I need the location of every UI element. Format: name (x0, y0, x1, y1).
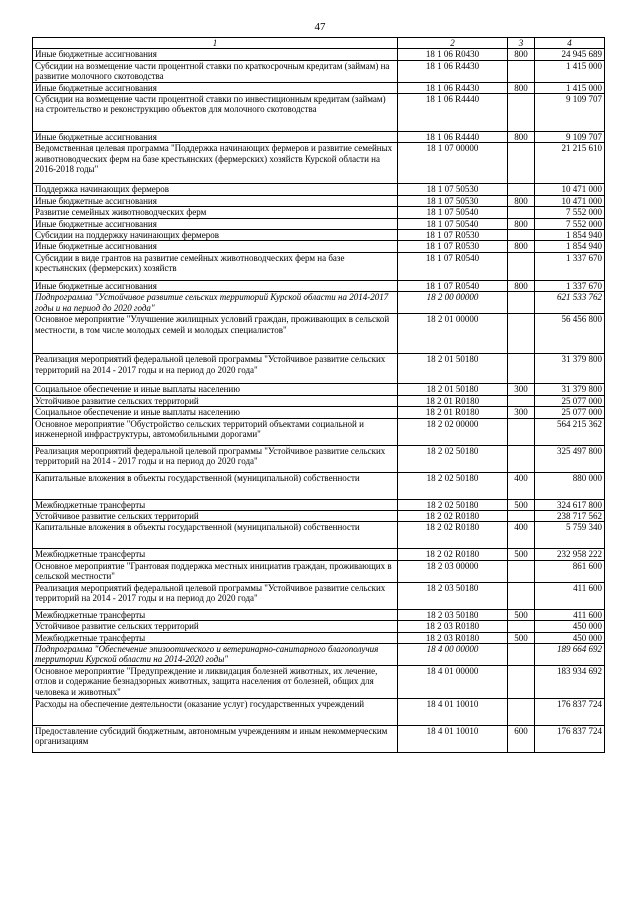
row-name-cell: Развитие семейных животноводческих ферм (33, 207, 398, 218)
row-expense-type-cell (508, 395, 535, 406)
row-amount-cell: 176 837 724 (535, 698, 605, 725)
row-code-cell: 18 1 06 R4440 (398, 132, 508, 143)
row-code-cell: 18 1 07 50540 (398, 207, 508, 218)
row-expense-type-cell: 400 (508, 472, 535, 499)
table-row (33, 184, 605, 195)
table-row (33, 241, 605, 252)
table-row (33, 582, 605, 609)
row-code-cell: 18 1 07 R0530 (398, 230, 508, 241)
row-amount-cell: 880 000 (535, 472, 605, 499)
budget-table (32, 37, 605, 753)
row-name-cell: Иные бюджетные ассигнования (33, 241, 398, 252)
row-name-cell: Иные бюджетные ассигнования (33, 218, 398, 229)
row-amount-cell: 1 415 000 (535, 60, 605, 82)
row-code-cell: 18 4 01 00000 (398, 665, 508, 698)
row-code-cell: 18 2 03 R0180 (398, 621, 508, 632)
table-row (33, 549, 605, 560)
row-amount-cell: 1 337 670 (535, 280, 605, 291)
row-code-cell: 18 1 06 R4430 (398, 82, 508, 93)
row-name-cell: Подпрограмма "Устойчивое развитие сельских территорий Курской области на 2014-2017 годы и на период до 2020 года" (33, 292, 398, 314)
table-row (33, 472, 605, 499)
row-amount-cell: 621 533 762 (535, 292, 605, 314)
row-name-cell: Иные бюджетные ассигнования (33, 49, 398, 60)
table-row (33, 632, 605, 643)
row-name-cell: Субсидии на возмещение части процентной ставки по инвестиционным кредитам (займам) на строительство и реконструкцию объектов для молочного скотоводства (33, 94, 398, 132)
row-expense-type-cell (508, 94, 535, 132)
row-expense-type-cell (508, 314, 535, 354)
table-row (33, 418, 605, 445)
table-body (33, 49, 605, 753)
row-amount-cell: 10 471 000 (535, 195, 605, 206)
row-name-cell: Расходы на обеспечение деятельности (оказание услуг) государственных учреждений (33, 698, 398, 725)
row-expense-type-cell (508, 621, 535, 632)
row-code-cell: 18 1 07 R0530 (398, 241, 508, 252)
row-code-cell: 18 2 03 00000 (398, 560, 508, 582)
row-code-cell: 18 1 07 R0540 (398, 280, 508, 291)
table-row (33, 621, 605, 632)
row-name-cell: Ведомственная целевая программа "Поддержка начинающих фермеров и развитие семейных животноводческих ферм на базе крестьянских (фермерских) хозяйств Курской области на 2016-2018 годы" (33, 143, 398, 184)
row-amount-cell: 56 456 800 (535, 314, 605, 354)
row-amount-cell: 176 837 724 (535, 725, 605, 752)
table-row (33, 195, 605, 206)
row-expense-type-cell (508, 292, 535, 314)
table-row (33, 82, 605, 93)
row-code-cell: 18 1 07 50530 (398, 184, 508, 195)
row-name-cell: Иные бюджетные ассигнования (33, 82, 398, 93)
row-amount-cell: 25 077 000 (535, 395, 605, 406)
row-expense-type-cell: 500 (508, 499, 535, 510)
row-name-cell: Субсидии в виде грантов на развитие семейных животноводческих ферм на базе крестьянских (фермерских) хозяйств (33, 252, 398, 280)
row-code-cell: 18 2 01 R0180 (398, 395, 508, 406)
row-expense-type-cell: 600 (508, 725, 535, 752)
row-name-cell: Социальное обеспечение и иные выплаты населению (33, 407, 398, 418)
row-amount-cell: 7 552 000 (535, 218, 605, 229)
row-name-cell: Реализация мероприятий федеральной целевой программы "Устойчивое развитие сельских территорий на 2014 - 2017 годы и на период до 2020 года" (33, 445, 398, 472)
table-row (33, 143, 605, 184)
row-amount-cell: 861 600 (535, 560, 605, 582)
row-expense-type-cell (508, 252, 535, 280)
row-amount-cell: 450 000 (535, 621, 605, 632)
row-amount-cell: 21 215 610 (535, 143, 605, 184)
row-name-cell: Основное мероприятие "Улучшение жилищных условий граждан, проживающих в сельской местности, в том числе молодых семей и молодых специалистов" (33, 314, 398, 354)
row-name-cell: Подпрограмма "Обеспечение эпизоотического и ветеринарно-санитарного благополучия территории Курской области на 2014-2020 годы" (33, 643, 398, 665)
row-expense-type-cell: 800 (508, 132, 535, 143)
row-expense-type-cell: 300 (508, 384, 535, 395)
table-row (33, 49, 605, 60)
row-expense-type-cell: 400 (508, 522, 535, 549)
header-col-1: 1 (33, 38, 398, 49)
row-expense-type-cell (508, 582, 535, 609)
header-col-2: 2 (398, 38, 508, 49)
row-amount-cell: 9 109 707 (535, 94, 605, 132)
row-code-cell: 18 2 01 00000 (398, 314, 508, 354)
row-name-cell: Иные бюджетные ассигнования (33, 132, 398, 143)
table-row (33, 218, 605, 229)
row-code-cell: 18 1 06 R4440 (398, 94, 508, 132)
row-name-cell: Иные бюджетные ассигнования (33, 195, 398, 206)
row-code-cell: 18 2 02 R0180 (398, 522, 508, 549)
table-row (33, 280, 605, 291)
header-col-4: 4 (535, 38, 605, 49)
table-header-row (33, 38, 605, 49)
header-col-3: 3 (508, 38, 535, 49)
row-code-cell: 18 1 07 R0540 (398, 252, 508, 280)
row-code-cell: 18 4 01 10010 (398, 698, 508, 725)
row-amount-cell: 232 958 222 (535, 549, 605, 560)
row-expense-type-cell: 500 (508, 632, 535, 643)
table-row (33, 407, 605, 418)
row-name-cell: Межбюджетные трансферты (33, 549, 398, 560)
row-expense-type-cell: 800 (508, 49, 535, 60)
row-name-cell: Реализация мероприятий федеральной целевой программы "Устойчивое развитие сельских территорий на 2014 - 2017 годы и на период до 2020 года" (33, 354, 398, 384)
table-row (33, 395, 605, 406)
table-row (33, 314, 605, 354)
row-amount-cell: 25 077 000 (535, 407, 605, 418)
row-amount-cell: 5 759 340 (535, 522, 605, 549)
row-code-cell: 18 2 02 50180 (398, 499, 508, 510)
row-expense-type-cell: 800 (508, 280, 535, 291)
row-expense-type-cell: 300 (508, 407, 535, 418)
row-amount-cell: 9 109 707 (535, 132, 605, 143)
page-number: 47 (314, 21, 326, 33)
row-code-cell: 18 1 07 50540 (398, 218, 508, 229)
row-name-cell: Капитальные вложения в объекты государственной (муниципальной) собственности (33, 522, 398, 549)
row-amount-cell: 189 664 692 (535, 643, 605, 665)
row-code-cell: 18 2 01 50180 (398, 384, 508, 395)
table-row (33, 60, 605, 82)
row-expense-type-cell: 500 (508, 609, 535, 620)
row-code-cell: 18 2 03 50180 (398, 609, 508, 620)
table-row (33, 665, 605, 698)
row-amount-cell: 31 379 800 (535, 354, 605, 384)
table-row (33, 132, 605, 143)
row-amount-cell: 1 854 940 (535, 241, 605, 252)
row-expense-type-cell (508, 510, 535, 521)
row-name-cell: Устойчивое развитие сельских территорий (33, 395, 398, 406)
row-code-cell: 18 2 03 R0180 (398, 632, 508, 643)
row-amount-cell: 10 471 000 (535, 184, 605, 195)
row-code-cell: 18 2 02 00000 (398, 418, 508, 445)
table-row (33, 230, 605, 241)
row-name-cell: Социальное обеспечение и иные выплаты населению (33, 384, 398, 395)
row-amount-cell: 450 000 (535, 632, 605, 643)
table-row (33, 510, 605, 521)
row-name-cell: Реализация мероприятий федеральной целевой программы "Устойчивое развитие сельских территорий на 2014 - 2017 годы и на период до 2020 года" (33, 582, 398, 609)
table-row (33, 94, 605, 132)
table-row (33, 207, 605, 218)
row-name-cell: Предоставление субсидий бюджетным, автономным учреждениям и иным некоммерческим организациям (33, 725, 398, 752)
table-row (33, 725, 605, 752)
row-amount-cell: 183 934 692 (535, 665, 605, 698)
row-name-cell: Устойчивое развитие сельских территорий (33, 510, 398, 521)
row-name-cell: Основное мероприятие "Грантовая поддержка местных инициатив граждан, проживающих в сельской местности" (33, 560, 398, 582)
row-expense-type-cell: 800 (508, 218, 535, 229)
row-code-cell: 18 2 03 50180 (398, 582, 508, 609)
row-amount-cell: 324 617 800 (535, 499, 605, 510)
table-row (33, 292, 605, 314)
table-row (33, 252, 605, 280)
row-expense-type-cell: 800 (508, 82, 535, 93)
row-expense-type-cell: 800 (508, 241, 535, 252)
row-expense-type-cell (508, 418, 535, 445)
row-expense-type-cell (508, 207, 535, 218)
table-row (33, 384, 605, 395)
row-amount-cell: 24 945 689 (535, 49, 605, 60)
row-code-cell: 18 2 01 R0180 (398, 407, 508, 418)
row-expense-type-cell (508, 665, 535, 698)
row-name-cell: Межбюджетные трансферты (33, 632, 398, 643)
table-row (33, 445, 605, 472)
row-expense-type-cell (508, 60, 535, 82)
row-expense-type-cell (508, 445, 535, 472)
row-amount-cell: 1 337 670 (535, 252, 605, 280)
row-code-cell: 18 2 02 50180 (398, 445, 508, 472)
row-code-cell: 18 2 01 50180 (398, 354, 508, 384)
row-expense-type-cell (508, 230, 535, 241)
row-name-cell: Межбюджетные трансферты (33, 499, 398, 510)
row-amount-cell: 564 215 362 (535, 418, 605, 445)
table-row (33, 698, 605, 725)
row-amount-cell: 1 854 940 (535, 230, 605, 241)
row-expense-type-cell: 800 (508, 195, 535, 206)
row-code-cell: 18 2 00 00000 (398, 292, 508, 314)
row-code-cell: 18 2 02 R0180 (398, 549, 508, 560)
row-code-cell: 18 1 07 50530 (398, 195, 508, 206)
row-code-cell: 18 2 02 R0180 (398, 510, 508, 521)
row-code-cell: 18 4 01 10010 (398, 725, 508, 752)
row-code-cell: 18 4 00 00000 (398, 643, 508, 665)
row-expense-type-cell (508, 643, 535, 665)
table-row (33, 354, 605, 384)
table-row (33, 560, 605, 582)
row-name-cell: Основное мероприятие "Предупреждение и ликвидация болезней животных, их лечение, отлов и содержание безнадзорных животных, защита населения от болезней, общих для человека и животных" (33, 665, 398, 698)
row-amount-cell: 1 415 000 (535, 82, 605, 93)
row-name-cell: Межбюджетные трансферты (33, 609, 398, 620)
row-amount-cell: 325 497 800 (535, 445, 605, 472)
row-amount-cell: 238 717 562 (535, 510, 605, 521)
row-expense-type-cell (508, 698, 535, 725)
table-row (33, 609, 605, 620)
row-expense-type-cell (508, 354, 535, 384)
row-name-cell: Иные бюджетные ассигнования (33, 280, 398, 291)
row-name-cell: Поддержка начинающих фермеров (33, 184, 398, 195)
row-amount-cell: 31 379 800 (535, 384, 605, 395)
row-name-cell: Субсидии на поддержку начинающих фермеров (33, 230, 398, 241)
row-name-cell: Основное мероприятие "Обустройство сельских территорий объектами социальной и инженерной инфраструктуры, автомобильными дорогами" (33, 418, 398, 445)
row-amount-cell: 7 552 000 (535, 207, 605, 218)
row-code-cell: 18 1 06 R0430 (398, 49, 508, 60)
row-name-cell: Субсидии на возмещение части процентной ставки по краткосрочным кредитам (займам) на развитие молочного скотоводства (33, 60, 398, 82)
row-code-cell: 18 1 07 00000 (398, 143, 508, 184)
row-expense-type-cell (508, 184, 535, 195)
row-amount-cell: 411 600 (535, 582, 605, 609)
row-expense-type-cell: 500 (508, 549, 535, 560)
row-code-cell: 18 2 02 50180 (398, 472, 508, 499)
table-row (33, 499, 605, 510)
row-expense-type-cell (508, 560, 535, 582)
row-name-cell: Капитальные вложения в объекты государственной (муниципальной) собственности (33, 472, 398, 499)
row-amount-cell: 411 600 (535, 609, 605, 620)
table-row (33, 643, 605, 665)
row-code-cell: 18 1 06 R4430 (398, 60, 508, 82)
row-expense-type-cell (508, 143, 535, 184)
row-name-cell: Устойчивое развитие сельских территорий (33, 621, 398, 632)
table-row (33, 522, 605, 549)
